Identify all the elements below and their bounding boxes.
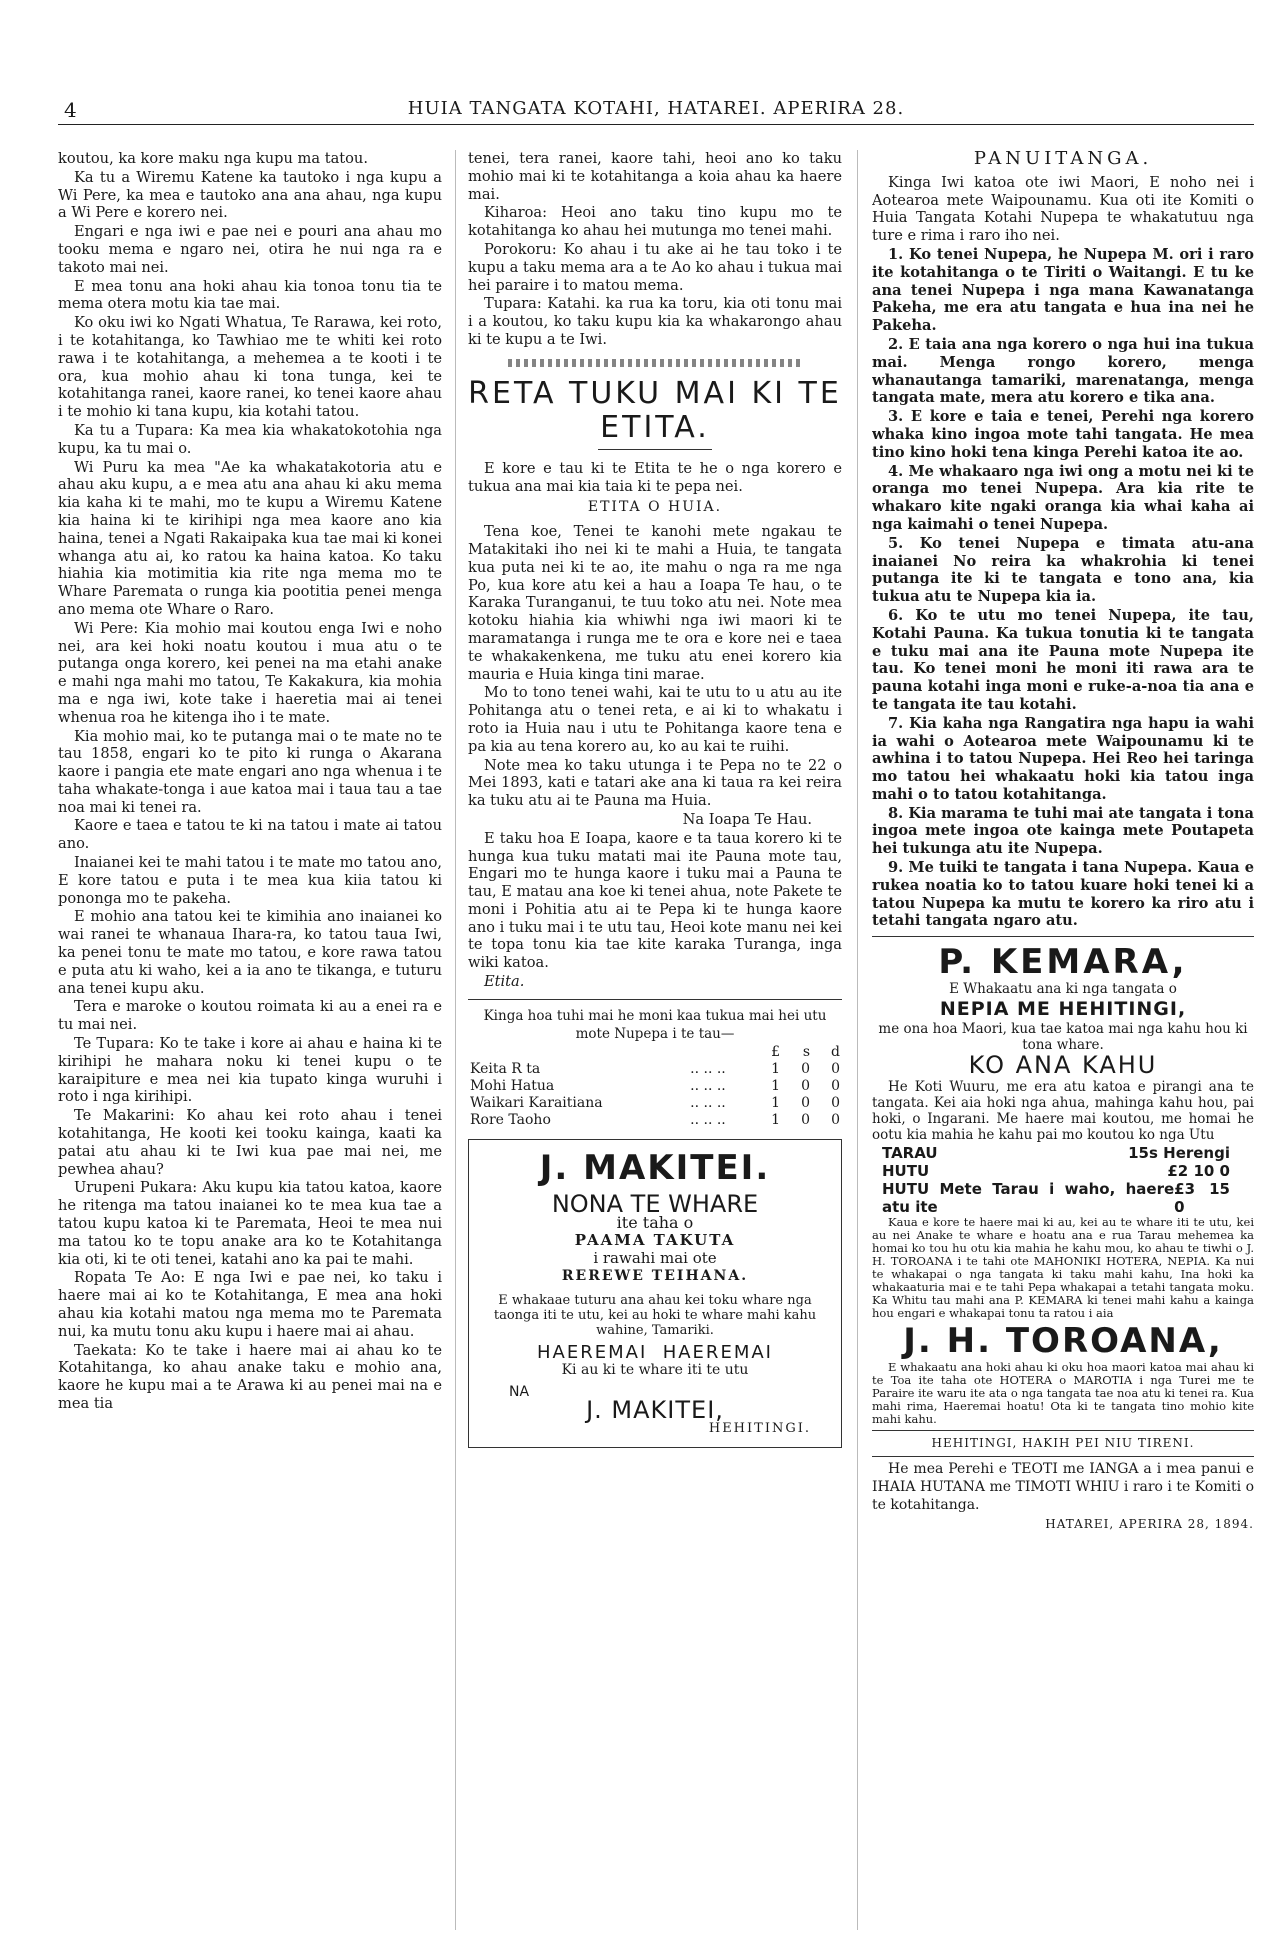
- table-row: [468, 1112, 842, 1129]
- paragraph: Tera e maroke o koutou roimata ki au a enei ra e tu mai nei.: [58, 998, 442, 1034]
- panui-intro: Kinga Iwi katoa ote iwi Maori, E noho nei i Aotearoa mete Waipounamu. Kua oti ite Komiti o Huia Tangata Kotahi Nupepa te whakatutuu nga ture e rima i raro iho nei.: [872, 173, 1254, 245]
- notice-rule: 2. E taia ana nga korero o nga hui ina tukua mai. Menga rongo korero, menga whanautanga tamariki, marenatanga, menga tangata mate, mera atu korero e tika ana.: [872, 335, 1254, 407]
- imprint-date: HATAREI, APERIRA 28, 1894.: [1045, 1516, 1254, 1531]
- ad-line-5: REREWE TEIHANA.: [561, 1267, 749, 1284]
- shillings: 0: [801, 1095, 810, 1112]
- price-item: TARAU: [882, 1143, 938, 1162]
- subscriber-name: Waikari Karaitiana: [470, 1095, 603, 1112]
- price-value: 15s Herengi: [1128, 1143, 1230, 1162]
- notice-rule: 1. Ko tenei Nupepa, he Nupepa M. ori i raro ite kotahitanga o te Tiriti o Waitangi. E tu ke ana tenei Nupepa i nga mana Kawanatanga Pakeha, me era atu tangata e hua ina nei he Pakeha.: [872, 245, 1254, 335]
- letter-paragraph: Mo to tono tenei wahi, kai te utu to u atu au ite Pohitanga atu o tenei reta, e ai ki to whakatu i roto ia Huia nau i utu te Pohitanga kaore tena e pa kia au tena korero au, ko au kai te ruihi.: [468, 684, 842, 755]
- kemara-heading: KO ANA KAHU: [968, 1050, 1158, 1079]
- paragraph: E mea tonu ana hoki ahau kia tonoa tonu tia te mema otera motu kia tae mai.: [58, 277, 442, 313]
- ad-signature-place: HEHITINGI.: [708, 1420, 811, 1436]
- paragraph: Kia mohio mai, ko te putanga mai o te mate no te tau 1858, engari ko te pito ki runga o Akarana kaore i pangia ete mate engari ano nga whenua i te taha whakate-tonga i aue katoa mai i taua tau a tae noa mai ki tenei ra.: [58, 727, 442, 816]
- toroana-body: E whakaatu ana hoki ahau ki oku hoa maori katoa mai ahau ki te Toa ite taha ote HOTERA o MAROTIA i nga Turei me te Paraire ite waru ite ata o nga tangata tae noa atu ki tenei ra. Kua mahi rima, Haeremai hoatu! Ota ki te tangata tino mohio kite mahi kahu.: [872, 1359, 1254, 1426]
- notice-rule: 4. Me whakaaro nga iwi ong a motu nei ki te oranga mo tenei Nupepa. Ara kia rite te whakaro kite ngaki oranga kia whai kaha ai nga kaimahi o tenei Nupepa.: [872, 462, 1254, 533]
- makitei-advertisement: [468, 1139, 842, 1448]
- page-title: HUIA TANGATA KOTAHI, HATAREI. APERIRA 28.: [407, 98, 905, 119]
- pence: 0: [831, 1112, 840, 1129]
- pounds: 1: [771, 1061, 780, 1078]
- paragraph: Ropata Te Ao: E nga Iwi e pae nei, ko taku i haere mai ai ko te Kotahitanga, E mea ana hoki ahau kia kotahi matou nga mema mo te Paremata nui, ka mutu tonu aku kupu i haere mai ai ahau.: [58, 1269, 442, 1340]
- paragraph: koutou, ka kore maku nga kupu ma tatou.: [58, 150, 368, 167]
- ad-kiau: Ki au ki te whare iti te utu: [561, 1362, 749, 1379]
- paragraph: Kiharoa: Heoi ano taku tino kupu mo te kotahitanga ko ahau hei mutunga mo tenei mahi.: [468, 204, 842, 240]
- pounds: 1: [771, 1112, 780, 1129]
- kemara-name: P. KEMARA,: [938, 942, 1188, 983]
- editor-signature: Etita.: [484, 973, 525, 991]
- shillings: 0: [801, 1061, 810, 1078]
- paragraph: Inaianei kei te mahi tatou i te mate mo tatou ano, E kore tatou e puta i te mea kua kiia tatou ki pononga mo te pakeha.: [58, 854, 442, 907]
- imprint: He mea Perehi e TEOTI me IANGA a i mea panui e IHAIA HUTANA me TIMOTI WHIU i raro i te Komiti o te kotahitanga.: [872, 1461, 1254, 1514]
- assembly-speeches: [468, 150, 842, 349]
- kemara-title: NEPIA ME HEHITINGI,: [939, 998, 1187, 1021]
- ad-line-4: i rawahi mai ote: [593, 1248, 717, 1267]
- kemara-sub: E Whakaatu ana ki nga tangata o: [949, 981, 1177, 998]
- divider: [872, 1456, 1254, 1457]
- price-item: HUTU Mete Tarau i waho, haere atu ite: [882, 1179, 1175, 1216]
- divider: [872, 1430, 1254, 1431]
- column-divider: [455, 150, 456, 1930]
- table-row: [468, 1061, 842, 1078]
- ad-line-2: ite taha o: [616, 1213, 694, 1233]
- letter-signature: Na Ioapa Te Hau.: [682, 810, 812, 828]
- kemara-p2: He Koti Wuuru, me era atu katoa e pirangi ana te tangata. Kei aia hoki nga ahua, mahinga kahu hou, pai hoki, o Ingarani. Me haere mai koutou, me homai he ootu kia mahia he kahu pai mo koutou ko nga Utu: [872, 1078, 1254, 1143]
- notice-rule: 7. Kia kaha nga Rangatira nga hapu ia wahi ia wahi o Aotearoa mete Waipounamu ki te awhina i to tatou Nupepa. Hei Reo hei taringa mo tatou hei whakaatu hoki kia tatou inga mahi o to tatou kotahitanga.: [872, 714, 1254, 803]
- paragraph: Kaore e taea e tatou te ki na tatou i mate ai tatou ano.: [58, 817, 442, 853]
- pence: 0: [831, 1095, 840, 1112]
- paragraph: Wi Pere: Kia mohio mai koutou enga Iwi e noho nei, ara kei hoki noatu koutou i mua atu o te putanga onga korero, kei penei na ma etahi anake e mahi nga mahi mo tatou, Te Kakakura, kia mohia ma e nga iwi, kote take i haeretia mai ai tenei whenua roa he kitenga iho i te mate.: [58, 619, 442, 726]
- table-row: [468, 1095, 842, 1112]
- table-row: [468, 1078, 842, 1095]
- ad-haeremai: HAEREMAI HAEREMAI: [537, 1342, 773, 1364]
- ad-line-1: NONA TE WHARE: [551, 1190, 759, 1219]
- editor-reply: E taku hoa E Ioapa, kaore e ta taua korero ki te hunga kua tuku matati mai ite Pauna mote tau, Engari mo te hunga kaore i tuku mai a Pauna te tau, E matau ana koe ki tenei ahua, note Pakete te moni i Pohitia atu ai te Pepa ki te hunga kaore ano i tuku mai i te utu tau, Heoi kote manu nei kei te topa tonu kia tae kite karaka Turanga, inga wiki katoa.: [468, 829, 842, 972]
- column-divider: [857, 150, 858, 1930]
- price-row: [872, 1162, 1254, 1180]
- paragraph: Tupara: Katahi. ka rua ka toru, kia oti tonu mai i a koutou, ko taku kupu kia ka whakarongo ahau ki te kupu a te Iwi.: [468, 295, 842, 348]
- ornamental-rule: [508, 359, 802, 367]
- paragraph: Ka tu a Tupara: Ka mea kia whakatokotohia nga kupu, ka tu mai o.: [58, 421, 442, 457]
- dues-table: [468, 1044, 842, 1129]
- pence-header: d: [831, 1044, 840, 1061]
- divider: [468, 999, 842, 1000]
- kemara-prices: [872, 1144, 1254, 1216]
- divider: [598, 449, 712, 450]
- paragraph: Ka tu a Wiremu Katene ka tautoko i nga kupu a Wi Pere, ka mea e tautoko ana ana ahau, nga kupu a Wi Pere e korero nei.: [58, 168, 442, 222]
- paragraph: Wi Puru ka mea "Ae ka whakatakotoria atu e ahau aku kupu, a e mea atu ana ahau ki aku mema kia kaha ki te mahi, mo te kupu a Wiremu Katene kia haina ki te kirihipi nga mea kaore ano kia haina, tenei a Ngati Rakaipaka kua tae mai ki konei whanga atu ai, ko ratou ka haina katoa. Ko taku hiahia kia motimitia kia rite nga mema mo te Whare Paremata o runga kia pootitia penei menga ano mema ote Whare o Raro.: [58, 458, 442, 618]
- toroana-name: J. H. TOROANA,: [903, 1320, 1223, 1361]
- paragraph: Engari e nga iwi e pae nei e pouri ana ahau mo tooku mema e ngaro nei, otira he nui nga ra e takoto mai nei.: [58, 223, 442, 276]
- column-3: [872, 150, 1254, 1535]
- newspaper-page: [58, 82, 1254, 1932]
- leader-dots: .. .. ..: [690, 1112, 726, 1129]
- panui-heading: PANUITANGA.: [973, 150, 1153, 169]
- subscriber-name: Mohi Hatua: [470, 1078, 555, 1095]
- dues-header-row: [468, 1044, 842, 1061]
- ad-line-3: PAAMA TAKUTA: [574, 1231, 736, 1250]
- pound-header: £: [771, 1044, 780, 1061]
- shillings: 0: [801, 1112, 810, 1129]
- column-1: [58, 150, 442, 1414]
- notice-rules: [872, 246, 1254, 930]
- ad-na: NA: [509, 1384, 530, 1401]
- letter-paragraph: Tena koe, Tenei te kanohi mete ngakau te Matakitaki iho nei ki te mahi a Huia, te tangata kua puta nei ki te ao, ite mahu o nga ra me nga Po, kua kore atu kei a hau a Ioapa Te hau, o te Karaka Turanganui, te tuu toko atu nei. Note mea kotoku hiahia kia whiwhi nga iwi maori ki te maramatanga i runga me te ora e kore nei e taea te whakakenkena, me tuku atu enei korero kia mauria e Huia kinga tini marae.: [468, 523, 842, 683]
- price-item: HUTU: [882, 1161, 930, 1180]
- leader-dots: .. .. ..: [690, 1078, 726, 1095]
- price-row: [872, 1144, 1254, 1162]
- ad-body: E whakaae tuturu ana ahau kei toku whare nga taonga iti te utu, kei au hoki te whare mahi kahu wahine, Tamariki.: [493, 1293, 817, 1339]
- leader-dots: .. .. ..: [690, 1061, 726, 1078]
- notice-rule: 5. Ko tenei Nupepa e timata atu-ana inaianei No reira ka whakrohia ki tenei putanga ite ki te tangata e tono ana, kia tukua atu te Nupepa kia ia.: [872, 534, 1254, 606]
- leader-dots: .. .. ..: [690, 1095, 726, 1112]
- page-number: 4: [64, 98, 77, 122]
- price-value: £2 10 0: [1167, 1161, 1230, 1180]
- letter-body: [468, 523, 842, 810]
- toroana-advertisement: [872, 1321, 1254, 1426]
- divider: [872, 936, 1254, 937]
- price-value: £3 15 0: [1174, 1179, 1230, 1216]
- price-row: [872, 1180, 1254, 1216]
- masthead: [58, 82, 1254, 125]
- letters-heading: RETA TUKU MAI KI TE ETITA.: [468, 375, 842, 445]
- letter-paragraph: Note mea ko taku utunga i te Pepa no te 22 o Mei 1893, kati e tatari ake ana ki taua ra kei reira ka tuku atu ai te Pauna ma Huia.: [468, 756, 842, 810]
- paragraph: E mohio ana tatou kei te kimihia ano inaianei ko wai ranei te whanaua Ihara-ra, ko tatou taua Iwi, ka penei tonu te mate mo tatou, e kore rawa tatou e puta atu ki waho, kei a ia ano te tikanga, e tuturu ana tenei kupu aku.: [58, 908, 442, 997]
- notice-rule: 8. Kia marama te tuhi mai ate tangata i tona ingoa mete ingoa ote kainga mete Poutapeta hei tukunga atu ite Nupepa.: [872, 804, 1254, 858]
- notice-rule: 9. Me tuiki te tangata i tana Nupepa. Kaua e rukea noatia ko to tatou kuare hoki tenei ki a tatou Nupepa ka mutu te korero ka riro atu i tetahi tangata ngaro atu.: [872, 859, 1254, 930]
- pounds: 1: [771, 1095, 780, 1112]
- column-2: [468, 150, 842, 1448]
- kemara-small-print: Kaua e kore te haere mai ki au, kei au te whare iti te utu, kei au nei Anake te whare e hoatu ana e rua Tarau mehemea ka homai ko tou hu otu kia mahia he kahu mou, ko ahau te tiwhi o J. H. TOROANA i te tahi ote MAHONIKI HOTERA, NEPIA. Ka nui te whakapai o nga tangata ki taku mahi kahu, Ina hoki ka whakaaturia mai e te tahi Pepa whakapai a tetahi tangata moku. Ka Whitu tau mahi ana P. KEMARA ki tenei mahi kahu a kainga hou engari e whakapai tonu ta ratou i aia: [872, 1214, 1254, 1320]
- paragraph: Urupeni Pukara: Aku kupu kia tatou katoa, kaore he ritenga ma tatou inaianei ko te mea kua tae a tatou kupu katoa ki te Paremata, Heoi te mea nui ma tatou ko te topu anake ara ko te Kotahitanga kia oti, ki te oti tenei, katahi ano ka pai te mahi.: [58, 1179, 442, 1268]
- letter-salutation: ETITA O HUIA.: [587, 499, 723, 516]
- pence: 0: [831, 1061, 840, 1078]
- paragraph: Taekata: Ko te take i haere mai ai ahau ko te Kotahitanga, ko ahau anake taku e mohio ana, kaore he kupu mai a te Arawa ki au penei mai na e mea tia: [58, 1341, 442, 1412]
- paragraph: Porokoru: Ko ahau i tu ake ai he tau toko i te kupu a taku mema ara a te Ao ko ahau i tukua mai hei paraire i to matou mema.: [468, 240, 842, 294]
- paragraph: Te Makarini: Ko ahau kei roto ahau i tenei kotahitanga, He kooti kei tooku kainga, kaati ka patai atu ahau ki te Iwi kua pae mai nei, me pewhea ahau?: [58, 1107, 442, 1178]
- shilling-header: s: [802, 1044, 810, 1061]
- paragraph: tenei, tera ranei, kaore tahi, heoi ano ko taku mohio mai ki te kotahitanga a koia ahau ka haere mai.: [468, 150, 842, 203]
- letters-note: E kore e tau ki te Etita te he o nga korero e tukua ana mai kia taia ki te pepa nei.: [468, 459, 842, 495]
- notice-rule: 3. E kore e taia e tenei, Perehi nga korero whaka kino ingoa mote tahi tangata. He mea tino kino hoki tena kinga Perehi katoa ite ao.: [872, 408, 1254, 461]
- dues-intro: Kinga hoa tuhi mai he moni kaa tukua mai hei utu mote Nupepa i te tau—: [483, 1007, 827, 1042]
- pence: 0: [831, 1078, 840, 1095]
- kemara-p1: me ona hoa Maori, kua tae katoa mai nga kahu hou ki tona whare.: [878, 1020, 1248, 1053]
- subscriber-name: Rore Taoho: [470, 1112, 551, 1129]
- subscriber-name: Keita R ta: [470, 1061, 541, 1078]
- ad-signature: J. MAKITEI,: [586, 1395, 724, 1424]
- paragraph: Ko oku iwi ko Ngati Whatua, Te Rarawa, kei roto, i te kotahitanga, ko Tawhiao me te whiti kei roto rawa i te kotahitanga, a mehemea a te kooti i te ora, kua mohio ahau ki tona tunga, kei te kotahitanga ranei, kaore ranei, ko tenei kaore ahau i te mohio ki tana kupu, kia kotahi tatou.: [58, 314, 442, 421]
- columns: [58, 150, 1254, 1930]
- paragraph: Te Tupara: Ko te take i kore ai ahau e haina ki te kirihipi he mahara noku ki tenei kupu o te karaipiture e mea nei kia tupato kinga wuruhi i roto i nga kirihipi.: [58, 1035, 442, 1106]
- pounds: 1: [771, 1078, 780, 1095]
- hehitingi-line: HEHITINGI, HAKIH PEI NIU TIRENI.: [931, 1435, 1195, 1450]
- notice-rule: 6. Ko te utu mo tenei Nupepa, ite tau, Kotahi Pauna. Ka tukua tonutia ki te tangata e tuku mai ana ite Pauna mote Nupepa ite tau. Ko tenei moni he moni iti rawa ara te pauna kotahi inga moni e ruke-a-noa tia ana e te tangata ite tau kotahi.: [872, 606, 1254, 713]
- kemara-advertisement: [872, 943, 1254, 1319]
- ad-makitei-name: J. MAKITEI.: [539, 1148, 771, 1189]
- shillings: 0: [801, 1078, 810, 1095]
